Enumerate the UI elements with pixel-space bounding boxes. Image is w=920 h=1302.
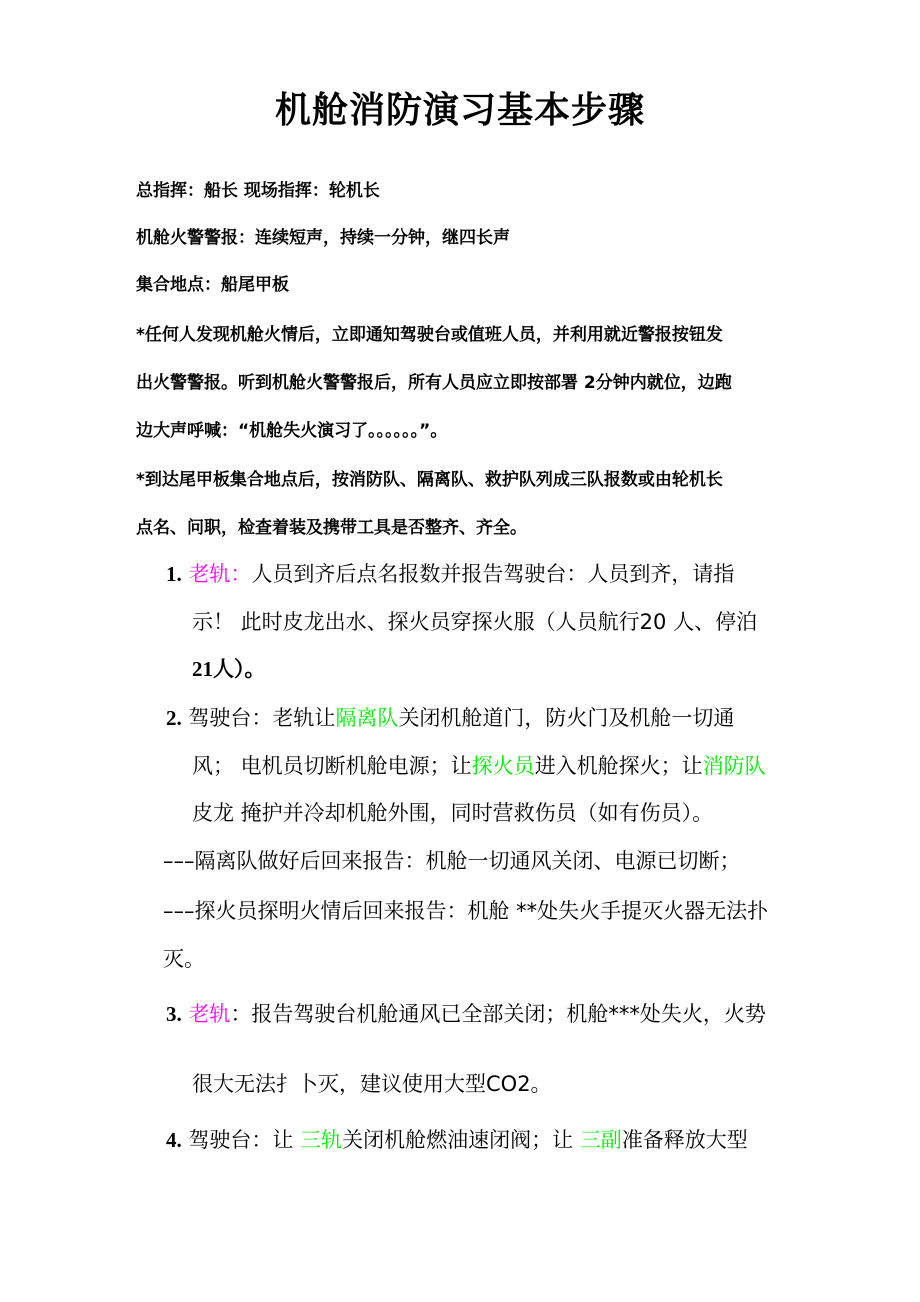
step-text: ：报告驾驶台机舱通风已全部关闭；机舱***处失火，火势 bbox=[230, 1002, 766, 1026]
intro-muster-line: 集合地点：船尾甲板 bbox=[136, 275, 289, 295]
team-label: 隔离队 bbox=[335, 706, 399, 730]
intro-paragraph-line: *任何人发现机舱火情后，立即通知驾驶台或值班人员，并利用就近警报按钮发 bbox=[136, 325, 723, 345]
step-text: 风； 电机员切断机舱电源；让 bbox=[192, 754, 472, 778]
team-label: 三轨 bbox=[300, 1128, 343, 1152]
step-2-line bbox=[166, 702, 734, 732]
role-label: 老轨 bbox=[188, 1002, 231, 1026]
step-number: 3. bbox=[166, 1002, 182, 1026]
intro-paragraph-line: 出火警警报。听到机舱火警警报后，所有人员应立即按部署 2分钟内就位，边跑 bbox=[136, 373, 732, 393]
report-text: –––探火员探明火情后回来报告：机舱 **处失火手提灭火器无法扑 bbox=[163, 899, 769, 923]
team-label: 消防队 bbox=[702, 754, 766, 778]
step-text: 皮龙 掩护并冷却机舱外围，同时营救伤员（如有伤员）。 bbox=[192, 801, 714, 825]
step-text: 驾驶台：老轨让 bbox=[188, 706, 336, 730]
report-text: –––隔离队做好后回来报告：机舱一切通风关闭、电源已切断； bbox=[163, 849, 741, 873]
step-text: 人员到齐后点名报数并报告驾驶台：人员到齐，请指 bbox=[251, 562, 735, 586]
step-number: 4. bbox=[166, 1128, 182, 1152]
step-3-line bbox=[166, 998, 766, 1028]
intro-alarm-line: 机舱火警警报：连续短声，持续一分钟，继四长声 bbox=[136, 228, 510, 248]
intro-paragraph-line: 点名、问职，检查着装及携带工具是否整齐、齐全。 bbox=[136, 518, 527, 538]
step-number: 1. bbox=[166, 562, 182, 586]
step-text: 准备释放大型 bbox=[621, 1128, 748, 1152]
step-text: 关闭机舱燃油速闭阀；让 bbox=[342, 1128, 580, 1152]
intro-paragraph-line: 边大声呼喊：“机舱失火演习了。。。。。。”。 bbox=[136, 421, 448, 441]
report-line bbox=[163, 943, 205, 973]
step-text: 示！ 此时皮龙出水、探火员穿探火服（人员航行20 人、停泊 bbox=[192, 610, 758, 634]
step-text: 进入机舱探火；让 bbox=[534, 754, 703, 778]
step-1-line bbox=[192, 653, 266, 683]
report-line bbox=[163, 845, 741, 875]
step-2-line bbox=[192, 797, 713, 827]
step-text: 21人）。 bbox=[192, 657, 266, 681]
role-label: 老轨： bbox=[188, 562, 252, 586]
page-title: 机舱消防演习基本步骤 bbox=[274, 90, 645, 131]
step-number: 2. bbox=[166, 706, 182, 730]
step-4-line bbox=[166, 1124, 748, 1154]
step-1-line bbox=[166, 558, 734, 588]
step-2-line bbox=[192, 750, 766, 780]
team-label: 探火员 bbox=[471, 754, 535, 778]
team-label: 三副 bbox=[579, 1128, 622, 1152]
step-1-line bbox=[192, 606, 757, 636]
step-text: 很大无法扌卜灭，建议使用大型CO2。 bbox=[192, 1072, 552, 1096]
step-text: 关闭机舱道门，防火门及机舱一切通 bbox=[398, 706, 735, 730]
step-text: 驾驶台：让 bbox=[188, 1128, 301, 1152]
intro-paragraph-line: *到达尾甲板集合地点后，按消防队、隔离队、救护队列成三队报数或由轮机长 bbox=[136, 470, 723, 490]
step-3-line bbox=[192, 1068, 552, 1098]
report-text: 灭。 bbox=[163, 947, 205, 971]
intro-command-line: 总指挥：船长 现场指挥：轮机长 bbox=[136, 181, 380, 201]
report-line bbox=[163, 895, 768, 925]
